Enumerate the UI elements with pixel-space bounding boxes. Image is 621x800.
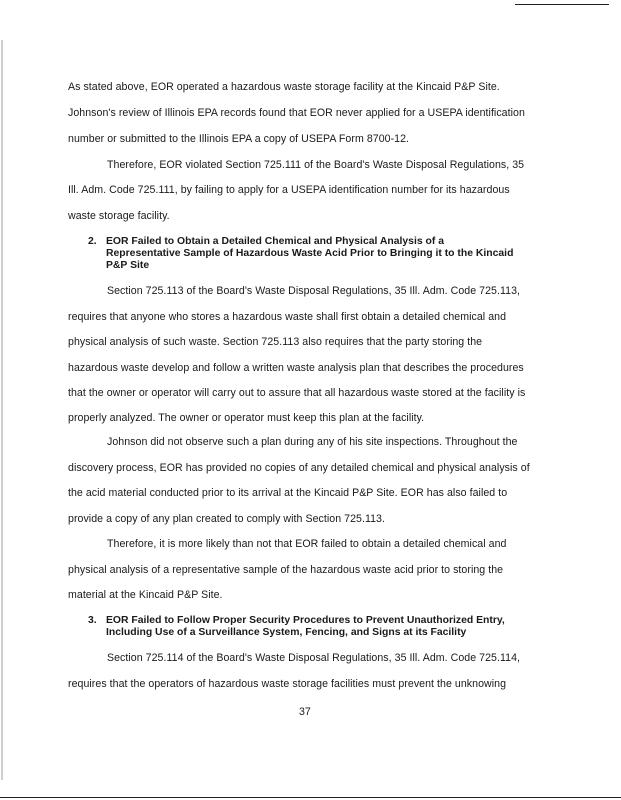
body-line: physical analysis of such waste. Section 725.113 also requires that the party storing the — [68, 336, 483, 348]
section-heading: Representative Sample of Hazardous Waste Acid Prior to Bringing it to the Kincaid — [106, 248, 514, 259]
body-line: Section 725.113 of the Board's Waste Disposal Regulations, 35 Ill. Adm. Code 725.113, — [107, 285, 521, 297]
bottom-scan-rule — [0, 797, 621, 798]
section-heading: EOR Failed to Obtain a Detailed Chemical and Physical Analysis of a — [106, 236, 444, 247]
body-line: the acid material conducted prior to its arrival at the Kincaid P&P Site. EOR has also failed to — [68, 487, 508, 499]
body-line: hazardous waste develop and follow a written waste analysis plan that describes the procedures — [68, 362, 524, 374]
left-scan-edge — [1, 40, 3, 780]
body-line: Therefore, it is more likely than not that EOR failed to obtain a detailed chemical and — [107, 538, 507, 550]
body-line: material at the Kincaid P&P Site. — [68, 589, 223, 601]
top-scan-rule — [515, 4, 609, 5]
body-line: number or submitted to the Illinois EPA a copy of USEPA Form 8700-12. — [68, 133, 410, 145]
body-line: Johnson's review of Illinois EPA records found that EOR never applied for a USEPA identification — [68, 107, 525, 119]
body-line: Johnson did not observe such a plan during any of his site inspections. Throughout the — [107, 436, 518, 448]
section-heading: Including Use of a Surveillance System, Fencing, and Signs at its Facility — [106, 627, 467, 638]
body-line: physical analysis of a representative sample of the hazardous waste acid prior to storing the — [68, 564, 504, 576]
body-line: provide a copy of any plan created to comply with Section 725.113. — [68, 513, 385, 525]
body-line: discovery process, EOR has provided no copies of any detailed chemical and physical analysis of — [68, 462, 530, 474]
body-line: requires that the operators of hazardous waste storage facilities must prevent the unknowing — [68, 678, 507, 690]
section-heading-number: 3. — [88, 615, 97, 626]
body-line: requires that anyone who stores a hazardous waste shall first obtain a detailed chemical and — [68, 311, 507, 323]
body-line: Section 725.114 of the Board's Waste Disposal Regulations, 35 Ill. Adm. Code 725.114, — [107, 652, 521, 664]
section-heading: P&P Site — [106, 260, 150, 271]
body-line: properly analyzed. The owner or operator must keep this plan at the facility. — [68, 412, 425, 424]
section-heading-number: 2. — [88, 236, 97, 247]
page-number: 37 — [299, 706, 311, 718]
section-heading: EOR Failed to Follow Proper Security Procedures to Prevent Unauthorized Entry, — [106, 615, 505, 626]
body-line: Therefore, EOR violated Section 725.111 of the Board's Waste Disposal Regulations, 35 — [107, 159, 525, 171]
body-line: As stated above, EOR operated a hazardous waste storage facility at the Kincaid P&P Site. — [68, 81, 500, 93]
body-line: waste storage facility. — [68, 210, 170, 222]
body-line: Ill. Adm. Code 725.111, by failing to apply for a USEPA identification number for its hazardous — [68, 184, 510, 196]
body-line: that the owner or operator will carry out to assure that all hazardous waste stored at the facility is — [68, 387, 526, 399]
